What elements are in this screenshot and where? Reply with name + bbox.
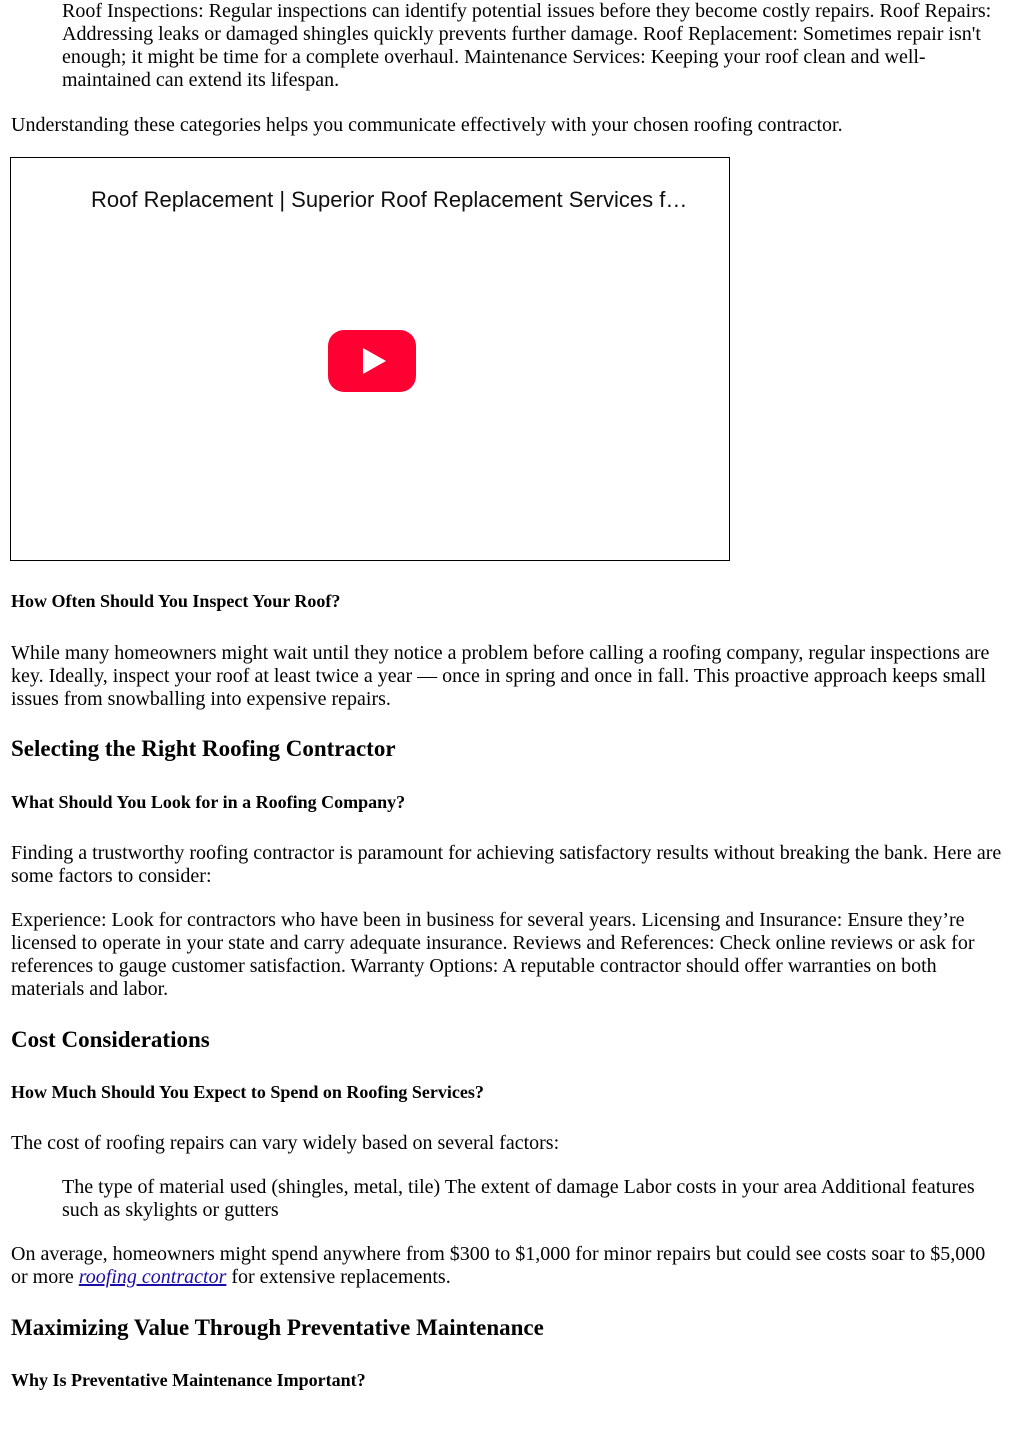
video-title[interactable]: Roof Replacement | Superior Roof Replacement Services f…	[91, 187, 688, 212]
video-embed[interactable]	[10, 157, 730, 561]
cost-subheading: How Much Should You Expect to Spend on Roofing Services?	[11, 1082, 484, 1102]
cost-paragraph: The cost of roofing repairs can vary widely based on several factors:	[11, 1132, 560, 1154]
understanding-paragraph: Understanding these categories helps you communicate effectively with your chosen roofing contractor.	[11, 114, 843, 136]
intro-services-list: Roof Inspections: Regular inspections can identify potential issues before they become costly repairs. Roof Repairs: Addressing leaks or damaged shingles quickly prevents further damage. Roof Replacement: Sometimes repair isn't enough; it might be time for a complete overhaul. Maintenance Services: Keeping your roof clean and well-maintained can extend its lifespan.	[62, 0, 992, 91]
selecting-subheading: What Should You Look for in a Roofing Company?	[11, 792, 406, 812]
play-icon[interactable]	[328, 330, 416, 392]
contractor-factors: Experience: Look for contractors who have been in business for several years. Licensing and Insurance: Ensure they’re licensed to operate in your state and carry adequate insurance. Reviews and References: Check online reviews or ask for references to gauge customer satisfaction. Warranty Options: A reputable contractor should offer warranties on both materials and labor.	[11, 909, 975, 1000]
cost-factors-list: The type of material used (shingles, metal, tile) The extent of damage Labor costs in your area Additional features such as skylights or gutters	[62, 1176, 975, 1221]
cost-average-suffix: for extensive replacements.	[226, 1266, 451, 1288]
inspect-paragraph: While many homeowners might wait until they notice a problem before calling a roofing company, regular inspections are key. Ideally, inspect your roof at least twice a year — once in spring and once in fall. This proactive approach keeps small issues from snowballing into expensive repairs.	[11, 642, 990, 710]
cost-average-text: On average, homeowners might spend anywhere from $300 to $1,000 for minor repairs but could see costs soar to $5,000 or more	[11, 1243, 986, 1288]
roofing-contractor-link[interactable]: roofing contractor	[78, 1266, 227, 1288]
maintenance-heading: Maximizing Value Through Preventative Maintenance	[11, 1315, 544, 1340]
cost-heading: Cost Considerations	[11, 1027, 210, 1052]
selecting-heading: Selecting the Right Roofing Contractor	[11, 736, 396, 761]
cost-average-paragraph	[11, 1243, 1006, 1289]
inspect-heading: How Often Should You Inspect Your Roof?	[11, 591, 341, 611]
selecting-paragraph: Finding a trustworthy roofing contractor is paramount for achieving satisfactory results without breaking the bank. Here are some factors to consider:	[11, 842, 1002, 887]
maintenance-subheading: Why Is Preventative Maintenance Important?	[11, 1370, 366, 1390]
